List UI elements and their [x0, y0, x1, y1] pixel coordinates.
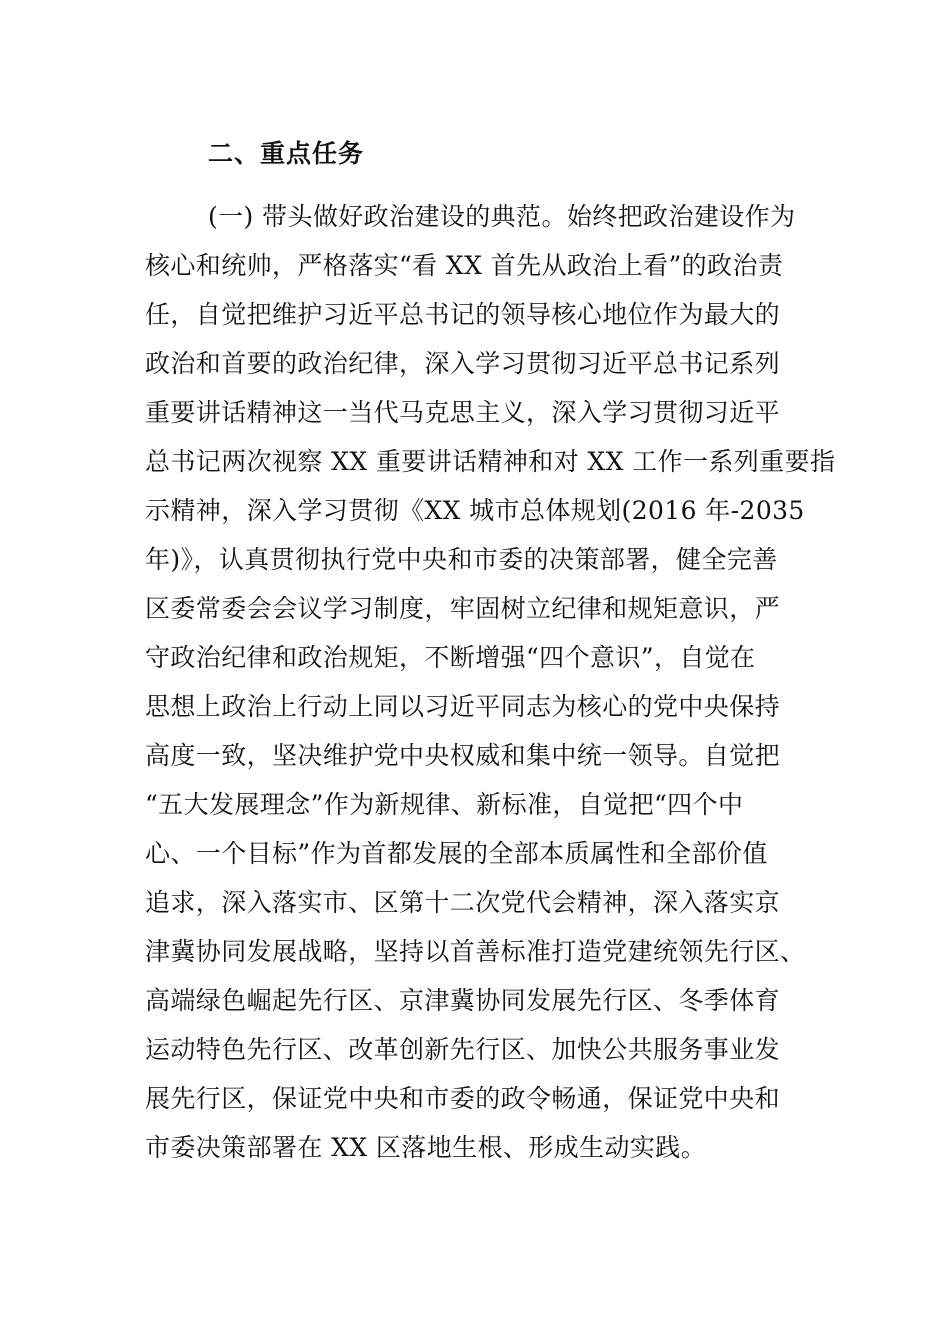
paragraph-line: 展先行区，保证党中央和市委的政令畅通，保证党中央和	[145, 1084, 781, 1113]
paragraph-line: 运动特色先行区、改革创新先行区、加快公共服务事业发	[145, 1035, 781, 1064]
paragraph-line: 核心和统帅，严格落实“看 XX 首先从政治上看”的政治责	[145, 251, 784, 280]
paragraph-line: 任，自觉把维护习近平总书记的领导核心地位作为最大的	[145, 300, 781, 329]
paragraph-line: 重要讲话精神这一当代马克思主义，深入学习贯彻习近平	[145, 398, 781, 427]
paragraph-line: 政治和首要的政治纪律，深入学习贯彻习近平总书记系列	[145, 349, 781, 378]
section-heading: 二、重点任务	[208, 139, 365, 168]
paragraph-line: 市委决策部署在 XX 区落地生根、形成生动实践。	[145, 1133, 707, 1162]
paragraph-line: 区委常委会会议学习制度，牢固树立纪律和规矩意识，严	[145, 594, 781, 623]
paragraph-line: 总书记两次视察 XX 重要讲话精神和对 XX 工作一系列重要指	[145, 447, 836, 476]
paragraph-line: 年)》，认真贯彻执行党中央和市委的决策部署，健全完善	[145, 545, 778, 574]
paragraph	[145, 192, 836, 1172]
paragraph-line: 示精神，深入学习贯彻《XX 城市总体规划(2016 年-2035	[145, 496, 805, 525]
paragraph-line: 守政治纪律和政治规矩，不断增强“四个意识”，自觉在	[145, 643, 756, 672]
paragraph-line: 思想上政治上行动上同以习近平同志为核心的党中央保持	[145, 692, 781, 721]
paragraph-line: “五大发展理念”作为新规律、新标准，自觉把“四个中	[145, 790, 744, 819]
paragraph-line: (一) 带头做好政治建设的典范。始终把政治建设作为	[208, 202, 796, 231]
paragraph-line: 高度一致，坚决维护党中央权威和集中统一领导。自觉把	[145, 741, 781, 770]
paragraph-line: 追求，深入落实市、区第十二次党代会精神，深入落实京	[145, 888, 781, 917]
paragraph-line: 心、一个目标”作为首都发展的全部本质属性和全部价值	[145, 839, 768, 868]
paragraph-line: 津冀协同发展战略，坚持以首善标准打造党建统领先行区、	[145, 937, 806, 966]
paragraph-line: 高端绿色崛起先行区、京津冀协同发展先行区、冬季体育	[145, 986, 781, 1015]
